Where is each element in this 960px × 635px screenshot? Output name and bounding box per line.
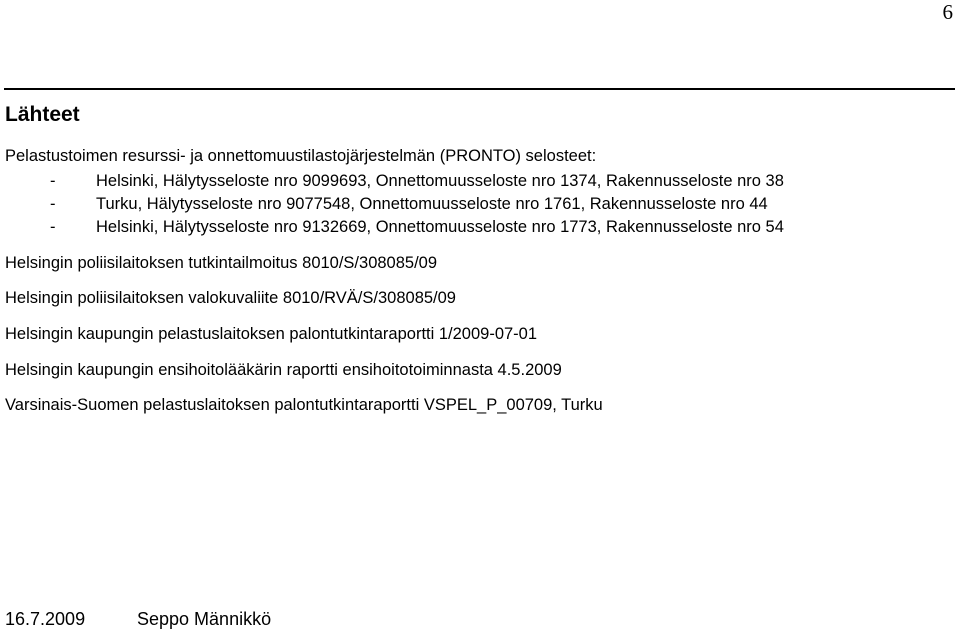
list-item-text: Helsinki, Hälytysseloste nro 9099693, Onnettomuusseloste nro 1374, Rakennusseloste nro 38: [96, 172, 784, 190]
footer-author: Seppo Männikkö: [137, 609, 272, 629]
heading-rule: [4, 88, 955, 90]
section-heading: Lähteet: [5, 103, 80, 126]
source-line: Helsingin poliisilaitoksen valokuvaliite 8010/RVÄ/S/308085/09: [5, 289, 456, 307]
list-dash: -: [50, 172, 56, 190]
intro-text: Pelastustoimen resurssi- ja onnettomuustilastojärjestelmän (PRONTO) selosteet:: [5, 147, 597, 165]
footer-date: 16.7.2009: [5, 609, 86, 629]
source-line: Helsingin poliisilaitoksen tutkintailmoitus 8010/S/308085/09: [5, 254, 438, 272]
list-dash: -: [50, 195, 56, 213]
source-line: Varsinais-Suomen pelastuslaitoksen palontutkintaraportti VSPEL_P_00709, Turku: [5, 396, 603, 414]
source-line: Helsingin kaupungin ensihoitolääkärin raportti ensihoitotoiminnasta 4.5.2009: [5, 361, 562, 379]
source-line: Helsingin kaupungin pelastuslaitoksen palontutkintaraportti 1/2009-07-01: [5, 325, 538, 343]
list-item-text: Turku, Hälytysseloste nro 9077548, Onnettomuusseloste nro 1761, Rakennusseloste nro 44: [96, 195, 768, 213]
page-number: 6: [942, 0, 953, 24]
footer: [5, 608, 272, 630]
list-item-text: Helsinki, Hälytysseloste nro 9132669, Onnettomuusseloste nro 1773, Rakennusseloste nro 54: [96, 218, 784, 236]
list-dash: -: [50, 218, 56, 236]
